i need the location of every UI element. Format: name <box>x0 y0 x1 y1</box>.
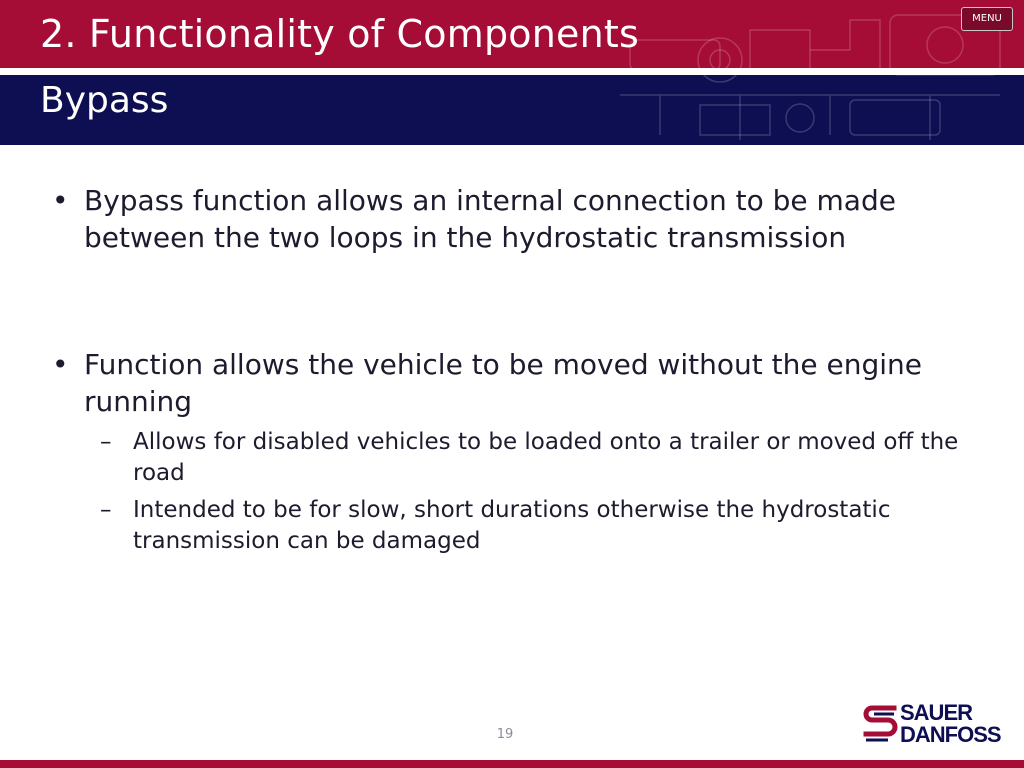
sub-bullet-marker: – <box>100 497 112 523</box>
bullet-text: Bypass function allows an internal connection to be made between the two loops in the hydrostatic transmission <box>84 184 896 254</box>
page-title: 2. Functionality of Components <box>40 12 639 56</box>
logo-s-mark-icon <box>862 702 898 746</box>
footer-bar <box>0 760 1024 768</box>
logo-line-danfoss: DANFOSS <box>900 722 1001 747</box>
sub-bullet-text: Allows for disabled vehicles to be loaded onto a trailer or moved off the road <box>133 429 959 486</box>
bullet-marker: • <box>52 184 69 217</box>
logo-line-sauer: SAUER <box>900 700 973 725</box>
sub-bullet-marker: – <box>100 429 112 455</box>
sauer-danfoss-logo <box>862 700 1012 750</box>
page-number: 19 <box>496 727 514 742</box>
bullet-marker: • <box>52 348 69 381</box>
menu-button[interactable]: MENU <box>961 7 1013 31</box>
page-subtitle: Bypass <box>40 80 169 121</box>
sub-bullet-text: Intended to be for slow, short durations otherwise the hydrostatic transmission can be damaged <box>133 497 891 554</box>
bullet-text: Function allows the vehicle to be moved without the engine running <box>84 348 923 418</box>
